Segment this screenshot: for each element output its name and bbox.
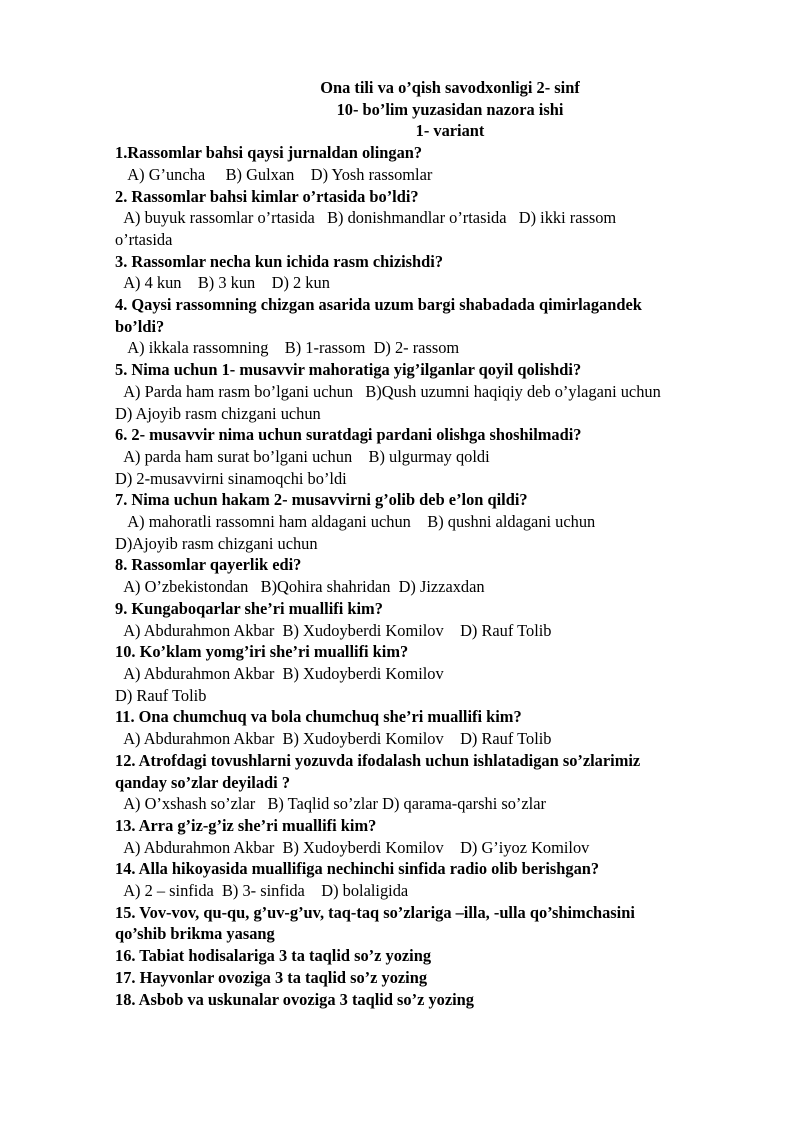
header-subtitle: 10- bo’lim yuzasidan nazora ishi [336,99,564,119]
answer-options: A) O’xshash so’zlar B) Taqlid so’zlar D) qarama-qarshi so’zlar [115,794,546,814]
answer-options: D) 2-musavvirni sinamoqchi bo’ldi [115,468,347,488]
answer-options: A) parda ham surat bo’lgani uchun B) ulgurmay qoldi [115,446,490,466]
question-text: 13. Arra g’iz-g’iz she’ri muallifi kim? [115,815,377,835]
question-text: 18. Asbob va uskunalar ovoziga 3 taqlid so’z yozing [115,989,474,1009]
answer-options: A) Abdurahmon Akbar B) Xudoyberdi Komilov [115,663,444,683]
question-text: 3. Rassomlar necha kun ichida rasm chizishdi? [115,251,444,271]
question-text: 7. Nima uchun hakam 2- musavvirni g’olib deb e’lon qildi? [115,490,528,510]
question-text: 9. Kungaboqarlar she’ri muallifi kim? [115,598,383,618]
question-item [115,641,755,706]
answer-options: A) Abdurahmon Akbar B) Xudoyberdi Komilov D) G’iyoz Komilov [115,837,590,857]
question-item [115,858,755,901]
answer-options: A) Abdurahmon Akbar B) Xudoyberdi Komilov D) Rauf Tolib [115,729,552,749]
answer-options: A) Abdurahmon Akbar B) Xudoyberdi Komilov D) Rauf Tolib [115,620,552,640]
answer-options: A) Parda ham rasm bo’lgani uchun B)Qush uzumni haqiqiy deb o’ylagani uchun [115,381,661,401]
header-title: Ona tili va o’qish savodxonligi 2- sinf [320,78,580,97]
question-text: 1.Rassomlar bahsi qaysi jurnaldan olingan? [115,143,423,163]
question-text: 4. Qaysi rassomning chizgan asarida uzum bargi shabadada qimirlagandek [115,295,642,315]
question-item [115,902,755,945]
question-text: 17. Hayvonlar ovoziga 3 ta taqlid so’z yozing [115,967,428,987]
answer-options: D) Rauf Tolib [115,685,207,705]
question-text: 2. Rassomlar bahsi kimlar o’rtasida bo’ldi? [115,186,419,206]
question-text: 6. 2- musavvir nima uchun suratdagi pardani olishga shoshilmadi? [115,425,582,445]
question-item [115,815,755,858]
question-item [115,186,755,251]
question-text-continued: qanday so’zlar deyiladi ? [115,772,291,792]
document-page [115,77,755,1010]
question-item [115,359,755,424]
answer-options: D) Ajoyib rasm chizgani uchun [115,403,321,423]
question-item [115,706,755,749]
answer-options: A) O’zbekistondan B)Qohira shahridan D) Jizzaxdan [115,577,485,597]
question-item [115,489,755,554]
answer-options: o’rtasida [115,229,173,249]
question-text: 11. Ona chumchuq va bola chumchuq she’ri muallifi kim? [115,707,522,727]
answer-options: A) 4 kun B) 3 kun D) 2 kun [115,273,330,293]
question-item [115,554,755,597]
question-item [115,598,755,641]
question-item [115,424,755,489]
answer-options: D)Ajoyib rasm chizgani uchun [115,533,318,553]
answer-options: A) 2 – sinfida B) 3- sinfida D) bolaligida [115,881,409,901]
answer-options: A) mahoratli rassomni ham aldagani uchun B) qushni aldagani uchun [115,512,596,532]
question-text-continued: bo’ldi? [115,316,165,336]
question-text: 15. Vov-vov, qu-qu, g’uv-g’uv, taq-taq so’zlariga –illa, -ulla qo’shimchasini [115,902,635,922]
question-item [115,989,755,1011]
question-item [115,142,755,185]
question-item [115,750,755,815]
question-text: 16. Tabiat hodisalariga 3 ta taqlid so’z yozing [115,946,432,966]
question-text: 12. Atrofdagi tovushlarni yozuvda ifodalash uchun ishlatadigan so’zlarimiz [115,750,641,770]
question-text: 8. Rassomlar qayerlik edi? [115,555,302,575]
answer-options: A) G’uncha B) Gulxan D) Yosh rassomlar [115,164,433,184]
answer-options: A) ikkala rassomning B) 1-rassom D) 2- rassom [115,338,460,358]
question-text: 14. Alla hikoyasida muallifiga nechinchi sinfida radio olib berishgan? [115,859,600,879]
question-item [115,967,755,989]
question-text: 5. Nima uchun 1- musavvir mahoratiga yig’ilganlar qoyil qolishdi? [115,360,582,380]
document-header [145,77,755,142]
question-list [115,142,755,1010]
question-text: 10. Ko’klam yomg’iri she’ri muallifi kim? [115,642,409,662]
header-variant: 1- variant [415,121,485,141]
question-item [115,945,755,967]
question-text-continued: qo’shib brikma yasang [115,924,275,944]
question-item [115,294,755,359]
answer-options: A) buyuk rassomlar o’rtasida B) donishmandlar o’rtasida D) ikki rassom [115,208,617,228]
question-item [115,251,755,294]
